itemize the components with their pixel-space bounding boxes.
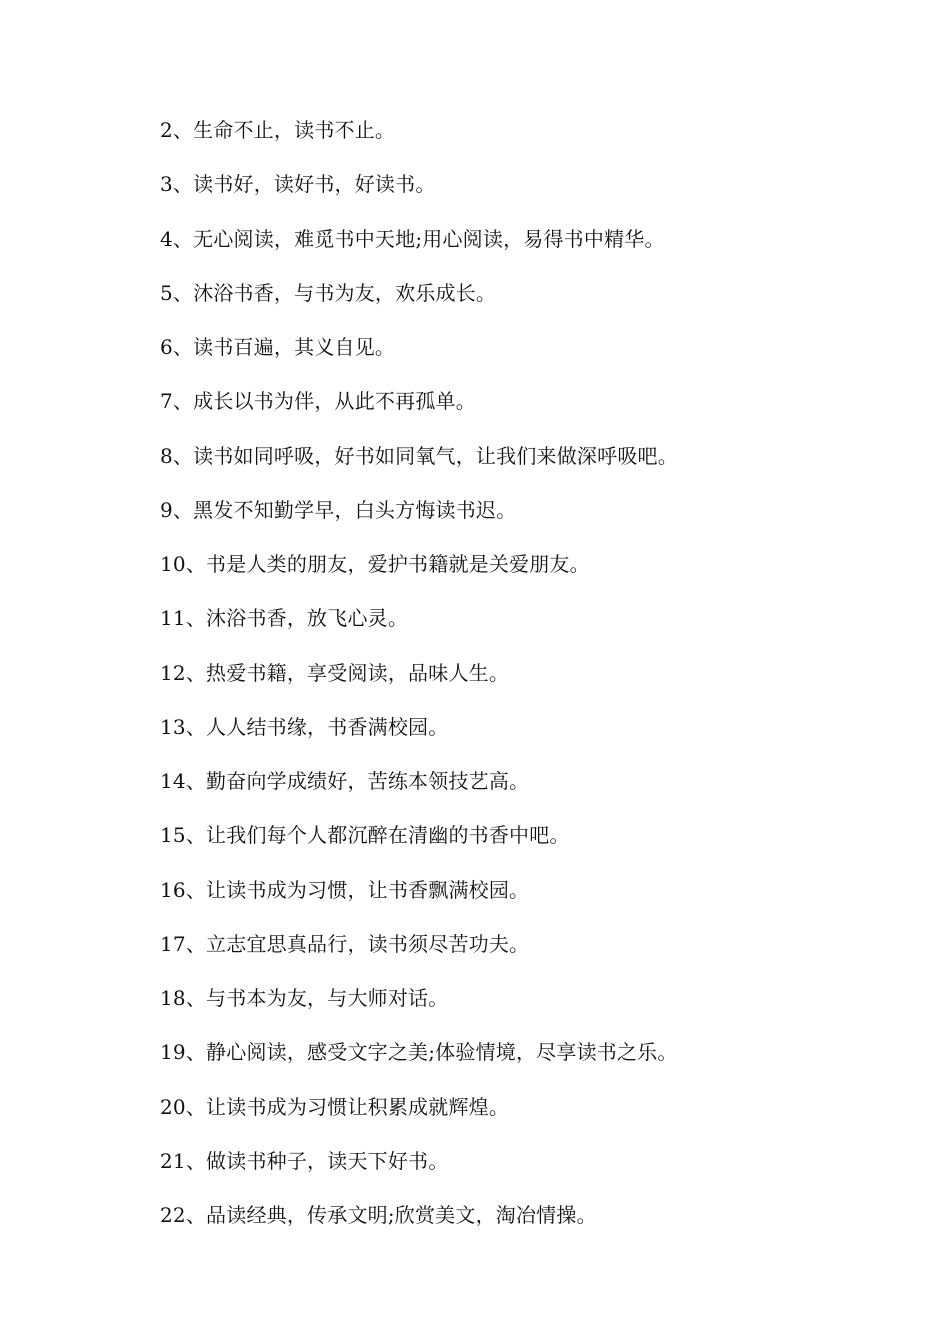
- list-item: 6、读书百遍，其义自见。: [160, 335, 396, 359]
- list-item: 7、成长以书为伴，从此不再孤单。: [160, 389, 476, 414]
- list-item: 21、做读书种子，读天下好书。: [160, 1148, 449, 1173]
- list-item: 3、读书好，读好书，好读书。: [160, 172, 436, 197]
- list-item: 16、让读书成为习惯，让书香飘满校园。: [160, 877, 530, 902]
- list-item: 10、书是人类的朋友，爱护书籍就是关爱朋友。: [160, 552, 590, 576]
- list-item: 17、立志宜思真品行，读书须尽苦功夫。: [160, 931, 530, 956]
- list-item: 19、静心阅读，感受文字之美;体验情境，尽享读书之乐。: [160, 1040, 678, 1065]
- slogan-list: [160, 113, 678, 1252]
- list-item: 13、人人结书缘，书香满校园。: [160, 714, 449, 739]
- list-item: 14、勤奋向学成绩好，苦练本领技艺高。: [160, 769, 530, 793]
- list-item: 20、让读书成为习惯让积累成就辉煌。: [160, 1094, 510, 1119]
- list-item: 12、热爱书籍，享受阅读，品味人生。: [160, 660, 510, 685]
- list-item: 5、沐浴书香，与书为友，欢乐成长。: [160, 280, 497, 305]
- list-item: 4、无心阅读，难觅书中天地;用心阅读，易得书中精华。: [160, 226, 665, 251]
- list-item: 9、黑发不知勤学早，白头方悔读书迟。: [160, 497, 517, 522]
- list-item: 11、沐浴书香，放飞心灵。: [160, 606, 409, 631]
- list-item: 8、读书如同呼吸，好书如同氧气，让我们来做深呼吸吧。: [160, 443, 678, 468]
- list-item: 15、让我们每个人都沉醉在清幽的书香中吧。: [160, 823, 570, 848]
- list-item: 22、品读经典，传承文明;欣赏美文，淘冶情操。: [160, 1203, 597, 1227]
- list-item: 2、生命不止，读书不止。: [160, 118, 396, 142]
- list-item: 18、与书本为友，与大师对话。: [160, 986, 449, 1010]
